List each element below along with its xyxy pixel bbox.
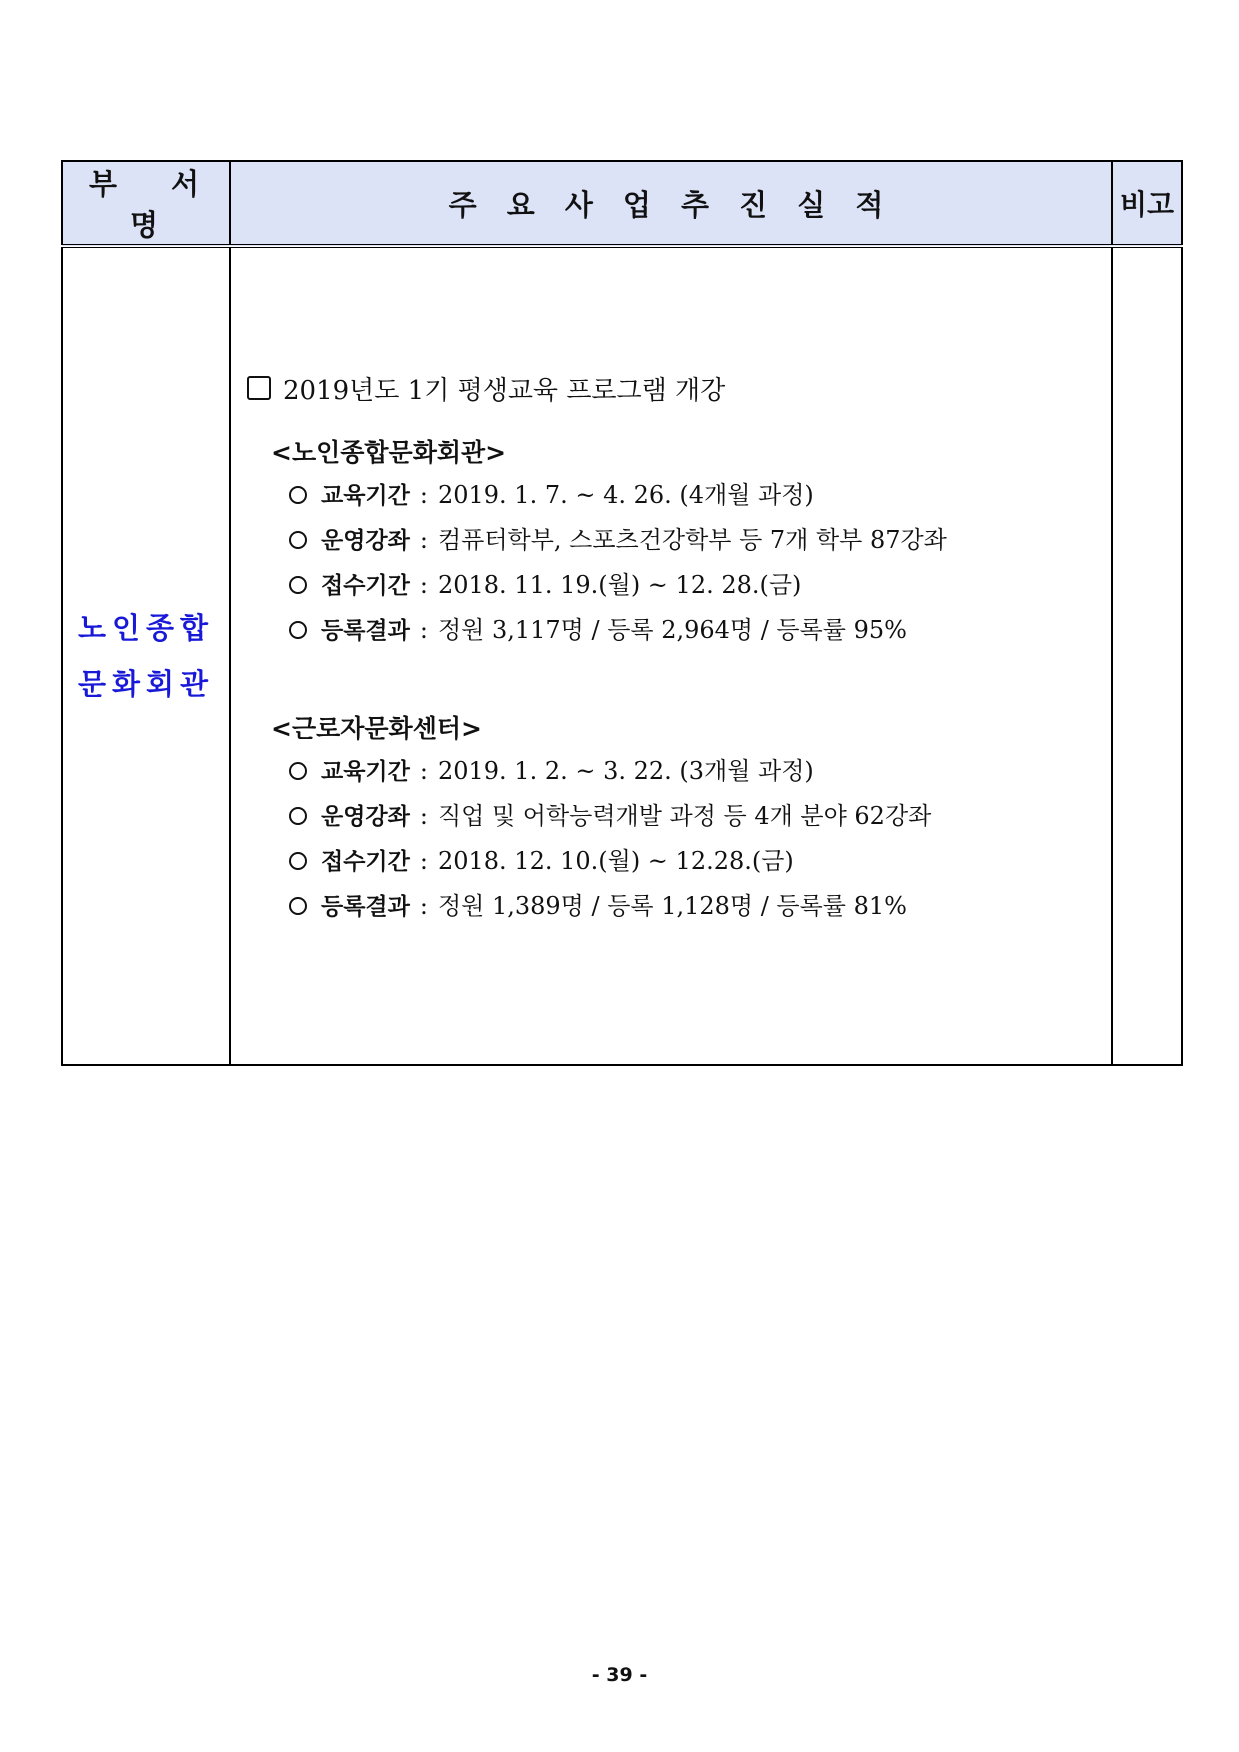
report-table bbox=[61, 160, 1183, 1066]
item-value: 정원 3,117명 / 등록 2,964명 / 등록률 95% bbox=[437, 616, 907, 644]
item-separator: : bbox=[419, 802, 428, 830]
content-block bbox=[247, 368, 1101, 929]
list-item bbox=[289, 563, 1101, 608]
item-value: 2018. 11. 19.(월) ~ 12. 28.(금) bbox=[437, 571, 802, 599]
item-value: 2019. 1. 7. ~ 4. 26. (4개월 과정) bbox=[437, 481, 814, 509]
item-label: 등록결과 bbox=[321, 618, 410, 644]
header-department: 부 서 명 bbox=[62, 161, 230, 246]
circle-bullet-icon bbox=[289, 531, 307, 549]
item-label: 접수기간 bbox=[321, 573, 410, 599]
header-main-results: 주 요 사 업 추 진 실 적 bbox=[230, 161, 1112, 246]
department-cell bbox=[62, 246, 230, 1065]
item-value: 2019. 1. 2. ~ 3. 22. (3개월 과정) bbox=[437, 757, 814, 785]
circle-bullet-icon bbox=[289, 621, 307, 639]
list-item bbox=[289, 884, 1101, 929]
item-separator: : bbox=[419, 526, 428, 554]
header-note: 비고 bbox=[1112, 161, 1182, 246]
item-label: 운영강좌 bbox=[321, 804, 410, 830]
item-label: 접수기간 bbox=[321, 849, 410, 875]
item-value: 컴퓨터학부, 스포츠건강학부 등 7개 학부 87강좌 bbox=[437, 526, 947, 554]
note-cell bbox=[1112, 246, 1182, 1065]
circle-bullet-icon bbox=[289, 762, 307, 780]
item-value: 2018. 12. 10.(월) ~ 12.28.(금) bbox=[437, 847, 794, 875]
circle-bullet-icon bbox=[289, 486, 307, 504]
group-title-senior-center: <노인종합문화회관> bbox=[271, 438, 507, 467]
list-item bbox=[289, 839, 1101, 884]
item-separator: : bbox=[419, 481, 428, 509]
main-results-cell bbox=[230, 246, 1112, 1065]
item-label: 운영강좌 bbox=[321, 528, 410, 554]
list-item bbox=[289, 794, 1101, 839]
checkbox-icon bbox=[247, 376, 271, 400]
item-label: 교육기간 bbox=[321, 759, 410, 785]
group-title-workers-center: <근로자문화센터> bbox=[271, 714, 482, 743]
circle-bullet-icon bbox=[289, 897, 307, 915]
item-separator: : bbox=[419, 616, 428, 644]
circle-bullet-icon bbox=[289, 576, 307, 594]
list-item bbox=[289, 749, 1101, 794]
department-name-line2: 문화회관 bbox=[77, 667, 215, 701]
list-item bbox=[289, 473, 1101, 518]
item-separator: : bbox=[419, 847, 428, 875]
list-item bbox=[289, 608, 1101, 653]
circle-bullet-icon bbox=[289, 852, 307, 870]
item-separator: : bbox=[419, 571, 428, 599]
item-label: 등록결과 bbox=[321, 894, 410, 920]
section-title-text: 2019년도 1기 평생교육 프로그램 개강 bbox=[283, 375, 726, 406]
item-separator: : bbox=[419, 892, 428, 920]
item-value: 정원 1,389명 / 등록 1,128명 / 등록률 81% bbox=[437, 892, 907, 920]
item-label: 교육기간 bbox=[321, 483, 410, 509]
circle-bullet-icon bbox=[289, 807, 307, 825]
department-name-line1: 노인종합 bbox=[77, 611, 215, 645]
header-row bbox=[62, 161, 1182, 246]
body-row bbox=[62, 246, 1182, 1065]
page-number: - 39 - bbox=[591, 1664, 648, 1686]
list-item bbox=[289, 518, 1101, 563]
section-title bbox=[247, 368, 1101, 408]
item-value: 직업 및 어학능력개발 과정 등 4개 분야 62강좌 bbox=[437, 802, 932, 830]
item-separator: : bbox=[419, 757, 428, 785]
